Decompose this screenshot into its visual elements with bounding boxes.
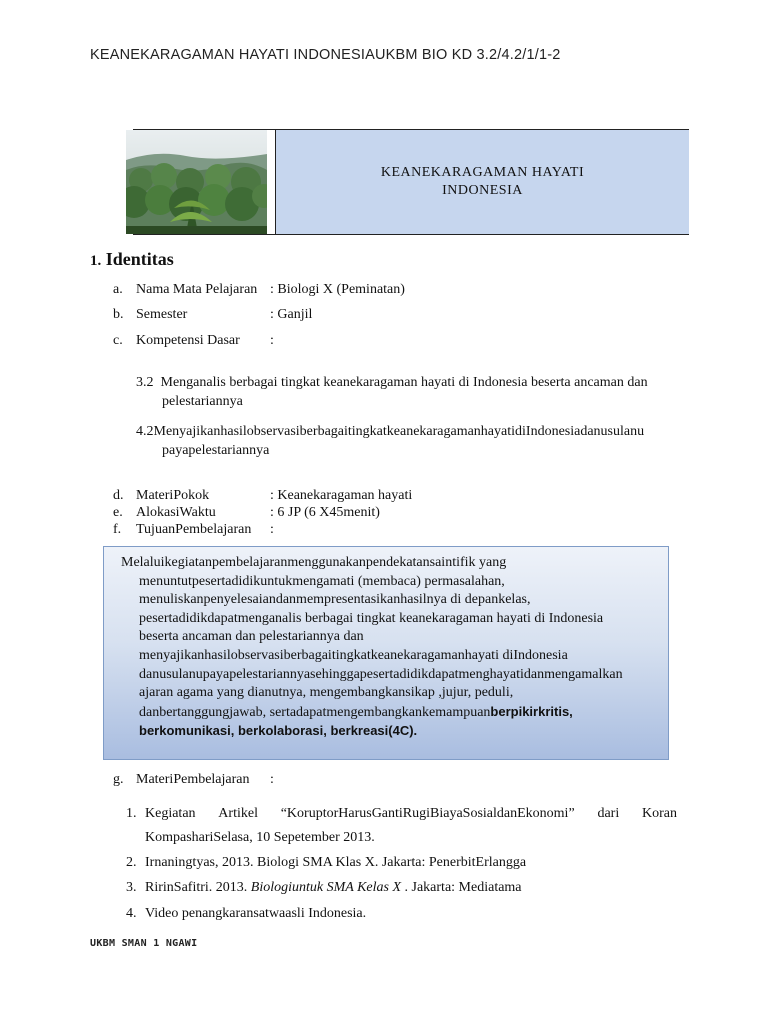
item-name: MateriPembelajaran (136, 772, 250, 787)
objective-line: beserta ancaman dan pelestariannya dan (139, 629, 364, 645)
item-value: : (270, 772, 274, 787)
item-name: AlokasiWaktu (136, 505, 216, 520)
forest-photo (126, 130, 267, 234)
item-label: g. (113, 772, 124, 787)
reference-book-title: Biologiuntuk SMA Kelas X (250, 880, 402, 895)
identity-row-c (0, 332, 768, 350)
title-line-2: INDONESIA (442, 183, 523, 198)
title-box (133, 129, 689, 235)
objective-line: menuntutpesertadidikuntukmengamati (membaca) permasalahan, (139, 573, 505, 589)
reference-word: dari (597, 806, 620, 821)
objective-line-text: danbertanggungjawab, sertadapatmengembangkankemampuan (139, 704, 491, 720)
reference-item-1 (0, 804, 768, 824)
section-heading-identitas (90, 249, 174, 270)
item-label: d. (113, 488, 124, 503)
item-label: b. (113, 307, 124, 322)
item-value: : Biologi X (Peminatan) (270, 282, 405, 297)
objective-line: menuliskanpenyelesaiandanmempresentasikanhasilnya di depankelas, (139, 592, 531, 608)
item-label: a. (113, 282, 123, 297)
reference-word: Koran (641, 806, 677, 821)
item-label: f. (113, 522, 122, 537)
objective-line: danusulanupayapelestariannyasehinggapesertadidikdapatmenghayatidanmengamalkan (139, 666, 623, 682)
reference-item-3 (0, 878, 768, 898)
item-value: : Keanekaragaman hayati (270, 488, 413, 503)
item-value: : (270, 522, 274, 537)
kd-item-4-2-cont: payapelestariannya (162, 443, 270, 458)
reference-text (145, 878, 522, 898)
identity-row-a (0, 281, 768, 299)
identity-row-b (0, 306, 768, 324)
item-value: : Ganjil (270, 307, 313, 322)
kd-item-3-2 (136, 373, 648, 392)
title-line-1: KEANEKARAGAMAN HAYATI (380, 165, 585, 180)
item-name: Semester (136, 307, 188, 322)
item-label: e. (113, 505, 123, 520)
kd-item-4-2 (136, 422, 644, 441)
reference-justified-line (145, 804, 677, 824)
item-name: TujuanPembelajaran (136, 522, 252, 537)
reference-text-post: . Jakarta: Mediatama (401, 880, 522, 895)
learning-objective-box (103, 546, 669, 760)
objective-line: ajaran agama yang dianutnya, mengembangkansikap ,jujur, peduli, (139, 685, 514, 701)
section-number: 1. (90, 253, 102, 269)
reference-word: Kegiatan (145, 806, 196, 821)
identity-row-f (0, 521, 768, 539)
reference-number: 3. (126, 880, 137, 895)
item-name: MateriPokok (136, 488, 210, 503)
kd-item-3-2-cont: pelestariannya (162, 394, 243, 409)
reference-item-2 (0, 853, 768, 873)
section-title: Identitas (105, 249, 174, 269)
objective-line (121, 703, 661, 723)
reference-text: Irnaningtyas, 2013. Biologi SMA Klas X. Jakarta: PenerbitErlangga (145, 855, 527, 870)
identity-row-e (0, 504, 768, 522)
objective-line: menyajikanhasilobservasiberbagaitingkatkeanekaragamanhayati diIndonesia (139, 647, 568, 663)
item-value: : (270, 333, 274, 348)
learning-objective-text (121, 554, 661, 741)
title-panel (275, 130, 689, 234)
reference-item-1-cont: KompashariSelasa, 10 Sepetember 2013. (145, 830, 375, 845)
reference-text-pre: RirinSafitri. 2013. (145, 880, 251, 895)
reference-item-4 (0, 904, 768, 924)
reference-number: 1. (126, 806, 137, 821)
reference-word: Artikel (218, 806, 258, 821)
objective-bold-text: berpikirkritis, (490, 703, 573, 719)
item-label: c. (113, 333, 123, 348)
kd-code: 4.2 (136, 424, 154, 439)
objective-bold-line: berkomunikasi, berkolaborasi, berkreasi(4C). (139, 723, 418, 739)
objective-line: Melaluikegiatanpembelajaranmenggunakanpendekatansaintifik yang (121, 555, 507, 570)
page-footer: UKBM SMAN 1 NGAWI (90, 938, 198, 949)
kd-text: Menganalis berbagai tingkat keanekaragaman hayati di Indonesia beserta ancaman dan (160, 375, 648, 390)
reference-number: 4. (126, 906, 137, 921)
reference-text: Video penangkaransatwaasli Indonesia. (145, 906, 367, 921)
item-name: Kompetensi Dasar (136, 333, 240, 348)
objective-line: pesertadidikdapatmenganalis berbagai tingkat keanekaragaman hayati di Indonesia (139, 610, 604, 626)
item-value: : 6 JP (6 X45menit) (270, 505, 380, 520)
page-header: KEANEKARAGAMAN HAYATI INDONESIAUKBM BIO KD 3.2/4.2/1/1-2 (90, 47, 561, 63)
reference-word: “KoruptorHarusGantiRugiBiayaSosialdanEkonomi” (280, 806, 575, 821)
reference-number: 2. (126, 855, 137, 870)
identity-row-g (0, 771, 768, 789)
kd-text: MenyajikanhasilobservasiberbagaitingkatkeanekaragamanhayatidiIndonesiadanusulanu (153, 424, 645, 439)
kd-code: 3.2 (136, 375, 154, 390)
item-name: Nama Mata Pelajaran (136, 282, 258, 297)
identity-row-d (0, 487, 768, 505)
